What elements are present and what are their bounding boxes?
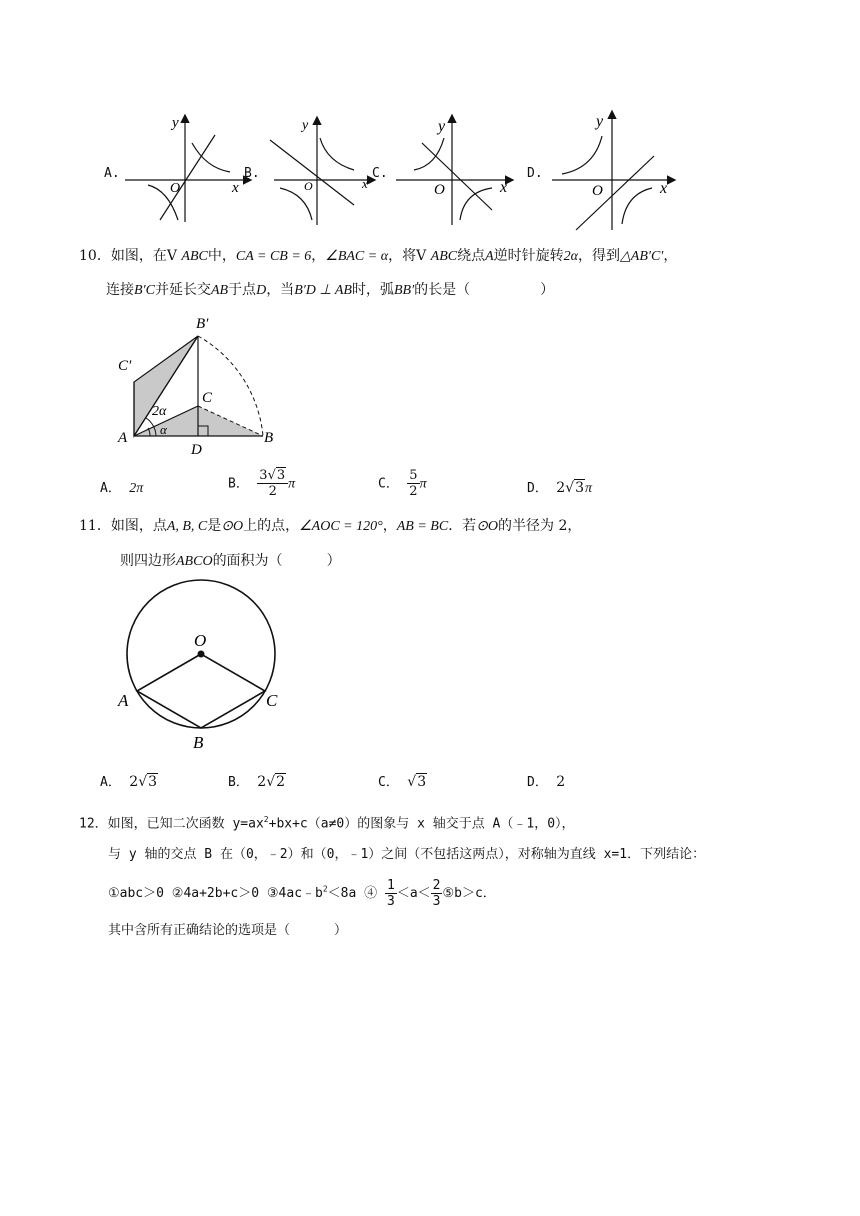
q11-label-c: C — [266, 691, 278, 710]
q10-perp: B′D ⊥ AB — [294, 283, 352, 298]
q10-eq1: CA = CB = 6 — [235, 249, 312, 264]
q11-option-c[interactable]: C． √3 — [378, 774, 427, 790]
q12-sup: 2 — [263, 815, 269, 824]
q10-angle-a: α — [160, 422, 167, 437]
q10-option-a-label: A． — [100, 481, 121, 496]
q12-text: ⑤b＞c． — [442, 886, 496, 901]
q11-option-c-label: C． — [378, 775, 399, 790]
q11-label-o: O — [194, 631, 207, 650]
q10-text: 的长是（ — [414, 282, 471, 298]
q11-option-c-rad: 3 — [417, 774, 427, 790]
q12-frac2 — [431, 878, 443, 909]
q10-option-c[interactable] — [378, 468, 427, 499]
q10-text: ．如图，在 — [96, 248, 167, 264]
q10-arc: BB′ — [393, 283, 415, 298]
q11-angle: ∠AOC = 120° — [299, 519, 383, 534]
q10-text: 并延长交 — [154, 282, 211, 298]
q11-option-d-value: 2 — [556, 774, 566, 790]
q10-text: ，得到 — [578, 248, 621, 264]
q11-option-b-coef: 2 — [257, 774, 267, 790]
q9-graph-d — [548, 108, 678, 234]
q10-seg1: B′C — [134, 283, 155, 298]
q10-abc: ABC — [430, 249, 458, 264]
q10-option-d-label: D． — [527, 481, 548, 496]
q11-text: ， — [382, 518, 397, 534]
q12-line3 — [108, 878, 496, 909]
q9-d-y-label: y — [596, 113, 604, 130]
q12-frac2-num: 2 — [432, 878, 441, 893]
q10-label-a: A — [118, 430, 128, 446]
q10-figure — [112, 306, 287, 458]
q12-number: 12 — [79, 816, 95, 832]
q11-figure — [112, 574, 302, 754]
q10-text: ） — [540, 282, 555, 298]
q10-line1 — [79, 246, 677, 267]
q10-option-b-label: B． — [228, 476, 249, 492]
q10-label-b: B — [264, 430, 274, 446]
q9-a-y-label: y — [172, 115, 179, 131]
q12-text: ①abc＞0 ②4a+2b+c＞0 ③4ac﹣b — [108, 886, 323, 901]
q10-tri: V — [166, 248, 177, 264]
q10-label-d: D — [191, 442, 202, 458]
q12-text: ＜8a ④ — [327, 886, 378, 901]
q9-option-b-label: B. — [244, 166, 260, 181]
q10-text: 绕点 — [457, 248, 486, 264]
q10-tri: V — [416, 248, 427, 264]
q11-line2 — [120, 551, 341, 572]
q11-text: 则四边形 — [120, 553, 176, 569]
q9-graph-a — [120, 110, 260, 230]
q11-option-b-rad: 2 — [276, 774, 286, 790]
q10-line2 — [106, 280, 554, 301]
q10-seg2: AB — [210, 283, 229, 298]
q10-text: ，将 — [388, 248, 417, 264]
q11-eq: AB = BC — [396, 519, 449, 534]
q11-circle: ⊙O — [221, 519, 244, 534]
q9-graph-c — [392, 110, 522, 230]
q10-point-d: D — [256, 283, 267, 298]
q11-text: 的面积为（ — [212, 553, 283, 569]
q10-option-d[interactable]: D． 2√3π — [527, 480, 593, 496]
q9-a-origin: O — [170, 181, 181, 196]
q10-result-tri: △AB′C′ — [620, 249, 664, 264]
q10-text: 于点 — [228, 282, 257, 298]
q12-frac1-den: 3 — [386, 894, 395, 909]
q10-text: 中， — [207, 248, 236, 264]
q10-rotation: 2α — [563, 249, 579, 264]
q11-text: ） — [326, 553, 341, 569]
q11-text: 上的点， — [243, 518, 300, 534]
q12-text: ．如图，已知二次函数 y=ax — [94, 816, 264, 832]
q11-text: ．若 — [448, 518, 477, 534]
q10-option-b[interactable] — [228, 468, 295, 499]
q10-option-a[interactable] — [100, 478, 143, 499]
q11-option-a-label: A． — [100, 775, 121, 790]
q10-text: 时，弧 — [351, 282, 394, 298]
q10-text: 连接 — [106, 282, 134, 298]
q10-option-c-pi: π — [419, 476, 427, 492]
q12-frac1 — [385, 878, 397, 909]
q10-option-c-fraction — [407, 468, 419, 499]
q11-option-b-label: B． — [228, 775, 249, 790]
q10-option-b-num-coef: 3 — [259, 468, 268, 483]
q9-b-origin: O — [304, 179, 313, 193]
q10-label-bprime: B′ — [196, 316, 209, 332]
q12-text: +bx+c（a≠0）的图象与 x 轴交于点 A（﹣1，0）， — [268, 816, 575, 832]
q9-b-y-label: y — [302, 118, 309, 133]
q10-text: ， — [311, 248, 326, 264]
q11-number: 11 — [79, 518, 97, 534]
q9-option-a-label: A. — [104, 166, 120, 181]
q10-option-c-label: C． — [378, 476, 399, 492]
q10-option-b-fraction: $\frac{3√3}{2}$ — [257, 468, 288, 499]
q10-option-b-den: 2 — [268, 484, 277, 499]
q10-text: ， — [663, 248, 678, 264]
q9-graph-b — [262, 110, 382, 230]
q12-text: 其中含所有正确结论的选项是（ — [108, 923, 291, 938]
q11-points: A, B, C — [166, 519, 208, 534]
q12-line2: 与 y 轴的交点 B 在（0，﹣2）和（0，﹣1）之间（不包括这两点），对称轴为直线 x=1．下列结论： — [108, 847, 706, 862]
q11-option-a-coef: 2 — [129, 774, 139, 790]
q12-frac1-num: 1 — [386, 878, 395, 893]
q12-line4 — [108, 921, 347, 941]
q12-sup: 2 — [322, 884, 328, 894]
q11-label-b: B — [193, 733, 204, 752]
q9-b-x-label: x — [362, 176, 368, 191]
q10-option-d-pi: π — [585, 481, 593, 496]
q9-a-x-label: x — [232, 180, 239, 196]
q10-option-b-pi: π — [288, 476, 296, 492]
q10-option-c-den: 2 — [409, 484, 418, 499]
q11-circle: ⊙O — [476, 519, 499, 534]
q10-option-b-num-rad: 3 — [276, 468, 286, 483]
q10-label-c: C — [202, 390, 213, 406]
q11-line1 — [79, 516, 581, 537]
q11-option-a-rad: 3 — [148, 774, 158, 790]
q10-label-cprime: C′ — [118, 358, 132, 374]
q9-d-x-label: x — [660, 180, 668, 197]
q12-text: ＜a＜ — [396, 886, 431, 901]
q10-text: 逆时针旋转 — [493, 248, 564, 264]
q10-text: ，当 — [266, 282, 295, 298]
q9-c-x-label: x — [500, 179, 508, 196]
q11-quad: ABCO — [176, 554, 213, 569]
q11-option-a[interactable]: A． 2√3 — [100, 774, 158, 790]
q11-label-a: A — [118, 691, 129, 710]
q10-abc: ABC — [181, 249, 208, 264]
q10-option-d-rad: 3 — [575, 480, 585, 496]
q10-number: 10 — [79, 248, 97, 264]
q10-eq2: ∠BAC = α — [325, 249, 389, 264]
q11-text: 是 — [207, 518, 222, 534]
q9-option-d-label: D. — [527, 166, 543, 181]
q9-c-y-label: y — [438, 118, 446, 135]
q11-option-d-label: D． — [527, 775, 548, 790]
q10-option-d-coef: 2 — [556, 480, 566, 496]
q9-d-origin: O — [592, 183, 603, 199]
q12-line1 — [79, 810, 575, 834]
q10-angle-2a: 2α — [152, 404, 167, 419]
q10-option-c-num: 5 — [409, 468, 418, 483]
q10-option-a-value: 2π — [129, 481, 144, 496]
q12-frac2-den: 3 — [432, 894, 441, 909]
q11-text: 的半径为 2， — [498, 518, 582, 534]
q9-c-origin: O — [434, 182, 445, 198]
q11-option-d[interactable] — [527, 772, 565, 793]
q11-option-b[interactable]: B． 2√2 — [228, 774, 286, 790]
q10-point-a: A — [485, 249, 494, 264]
q12-text: ） — [334, 923, 348, 938]
q9-option-c-label: C. — [372, 166, 388, 181]
q11-text: ．如图，点 — [96, 518, 167, 534]
